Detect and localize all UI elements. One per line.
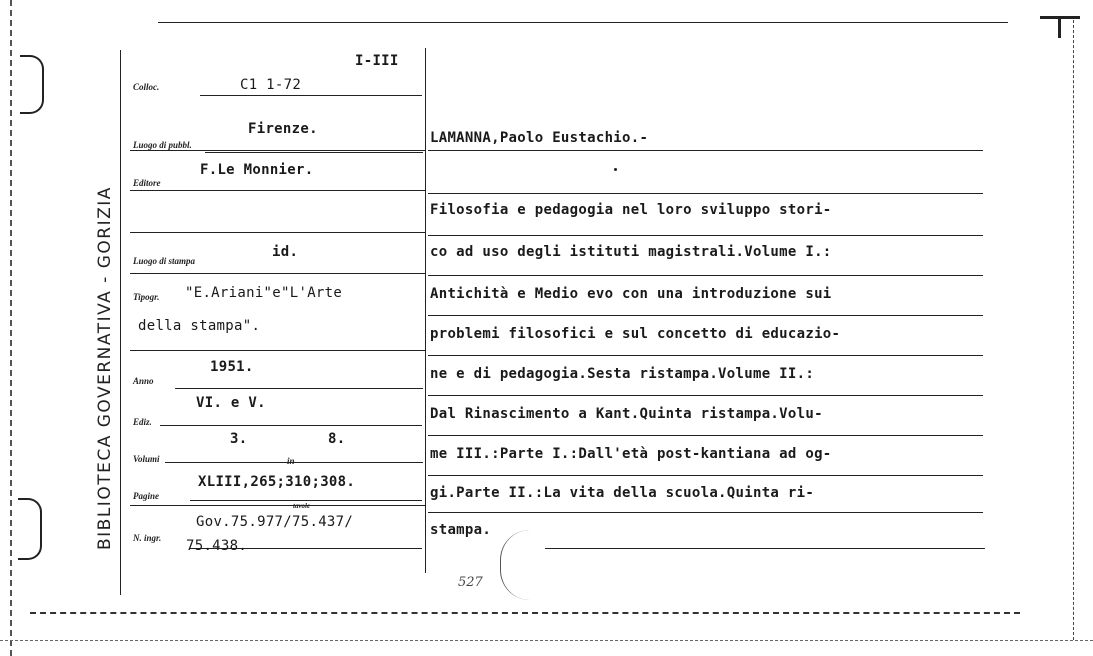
title-line: co ad uso degli istituti magistrali.Volume I.: <box>430 244 832 260</box>
rule <box>130 150 425 151</box>
author-rule <box>428 150 983 151</box>
author-heading: LAMANNA,Paolo Eustachio.- <box>430 130 649 146</box>
title-rule <box>428 475 983 476</box>
library-stamp: BIBLIOTECA GOVERNATIVA - GORIZIA <box>95 186 115 550</box>
label-n-ingr: N. ingr. <box>133 533 162 543</box>
value-editore: F.Le Monnier. <box>200 162 314 178</box>
title-rule <box>545 548 985 549</box>
value-tipogr-2: della stampa". <box>138 318 261 334</box>
underline <box>205 152 423 153</box>
title-line: gi.Parte II.:La vita della scuola.Quinta ri- <box>430 485 815 501</box>
title-rule <box>428 395 983 396</box>
rule <box>130 350 425 351</box>
title-line: Filosofia e pedagogia nel loro sviluppo stori- <box>430 202 832 218</box>
underline <box>160 425 422 426</box>
punch-hole-top <box>20 55 44 114</box>
label-editore: Editore <box>133 178 161 188</box>
rule <box>130 273 425 274</box>
underline <box>190 500 422 501</box>
underline <box>175 388 423 389</box>
handwritten-curve <box>500 530 541 600</box>
value-n-ingr-2: 75.438. <box>186 538 248 554</box>
title-rule <box>428 315 983 316</box>
label-volumi: Volumi <box>133 454 160 464</box>
value-ediz: VI. e V. <box>196 395 266 411</box>
title-rule <box>428 275 983 276</box>
bottom-rule <box>0 640 1093 641</box>
rule <box>130 505 425 506</box>
left-edge <box>10 0 12 656</box>
bottom-rule <box>30 612 1020 614</box>
title-rule <box>428 435 983 436</box>
underline <box>200 95 422 96</box>
title-rule <box>428 235 983 236</box>
label-luogo-stampa: Luogo di stampa <box>133 256 196 266</box>
label-tavole: tavole <box>293 502 311 510</box>
top-right-tick <box>1058 16 1061 38</box>
title-line: ne e di pedagogia.Sesta ristampa.Volume II.: <box>430 366 815 382</box>
label-luogo-pubbl: Luogo di pubbl. <box>133 140 192 150</box>
title-line: stampa. <box>430 522 492 538</box>
label-tipogr: Tipogr. <box>133 292 160 302</box>
title-line: Antichità e Medio evo con una introduzione sui <box>430 286 832 302</box>
value-n-ingr-1: Gov.75.977/75.437/ <box>196 514 354 530</box>
value-luogo-pubbl: Firenze. <box>248 121 318 137</box>
title-rule <box>428 193 983 194</box>
rule <box>130 232 425 233</box>
label-pagine: Pagine <box>133 491 159 501</box>
value-collocazione-extra: I-III <box>355 53 399 69</box>
value-luogo-stampa: id. <box>272 244 299 260</box>
title-line: Dal Rinascimento a Kant.Quinta ristampa.Volu- <box>430 406 823 422</box>
dot-mark <box>614 168 617 171</box>
value-volumi-in: 8. <box>328 431 346 447</box>
label-anno: Anno <box>133 376 154 386</box>
punch-hole-bottom <box>18 498 42 560</box>
top-rule <box>158 22 1008 23</box>
value-tipogr-1: "E.Ariani"e"L'Arte <box>185 285 343 301</box>
column-divider <box>425 48 426 573</box>
label-in: in <box>287 456 295 466</box>
value-pagine: XLIII,265;310;308. <box>198 474 356 490</box>
left-border <box>120 50 121 595</box>
title-rule <box>428 512 983 513</box>
value-anno: 1951. <box>210 359 254 375</box>
right-edge <box>1073 20 1074 640</box>
title-line: problemi filosofici e sul concetto di educazio- <box>430 326 841 342</box>
underline <box>160 190 422 191</box>
value-volumi: 3. <box>230 431 248 447</box>
title-rule <box>428 355 983 356</box>
label-collocazione: Colloc. <box>133 82 160 92</box>
value-collocazione: C1 1-72 <box>240 77 302 93</box>
title-line: me III.:Parte I.:Dall'età post-kantiana ad og- <box>430 446 832 462</box>
handwritten-number: 527 <box>458 575 483 590</box>
label-ediz: Ediz. <box>133 417 152 427</box>
